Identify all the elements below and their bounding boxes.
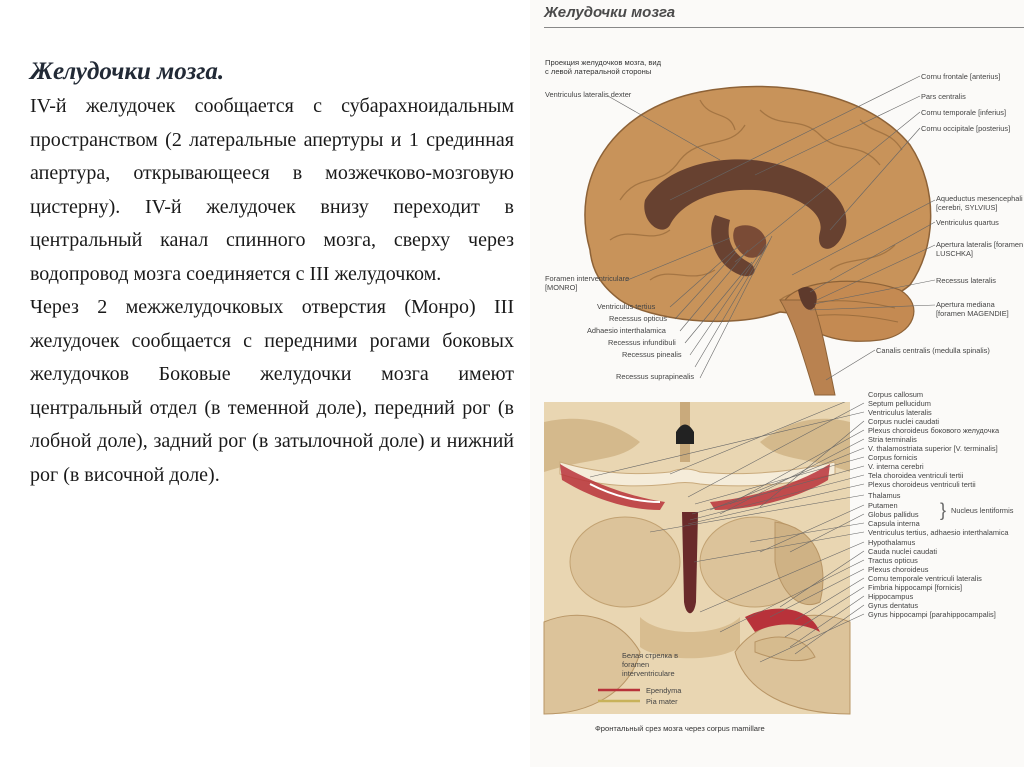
label-fimbria-hippocampi: Fimbria hippocampi [fornicis] xyxy=(868,583,963,592)
label-hypothalamus: Hypothalamus xyxy=(868,538,916,547)
label-recessus-suprapinealis: Recessus suprapinealis xyxy=(616,372,695,381)
label-septum-pellucidum: Septum pellucidum xyxy=(868,399,931,408)
label-cornu-temporale-section: Cornu temporale ventriculi lateralis xyxy=(868,574,982,583)
label-aqueductus: Aqueductus mesencephali xyxy=(936,194,1023,203)
label-cornu-temporale: Cornu temporale [inferius] xyxy=(921,108,1007,117)
label-luschka: LUSCHKA] xyxy=(936,249,973,258)
legend-pia-mater: Pia mater xyxy=(646,697,678,706)
slide-heading: Желудочки мозга. xyxy=(30,58,225,85)
label-v-interna-cerebri: V. interna cerebri xyxy=(868,462,924,471)
label-ventriculus-lateralis: Ventriculus lateralis xyxy=(868,408,932,417)
label-apertura-lateralis: Apertura lateralis [foramen xyxy=(936,240,1024,249)
arrow-note-line-3: interventriculare xyxy=(622,669,675,678)
label-foramen-interventriculare: Foramen interventriculare xyxy=(545,274,630,283)
label-cauda-nuclei-caudati: Cauda nuclei caudati xyxy=(868,547,938,556)
label-recessus-opticus: Recessus opticus xyxy=(609,314,667,323)
legend-ependyma: Ependyma xyxy=(646,686,682,695)
label-ventriculus-tertius: Ventriculus tertius xyxy=(597,302,656,311)
label-adhaesio-interthalamica: Adhaesio interthalamica xyxy=(587,326,666,335)
label-hippocampus: Hippocampus xyxy=(868,592,914,601)
label-gyrus-dentatus: Gyrus dentatus xyxy=(868,601,919,610)
top-caption-line-1: Проекция желудочков мозга, вид xyxy=(545,58,662,67)
label-ventriculus-lateralis-dexter: Ventriculus lateralis dexter xyxy=(545,90,632,99)
label-v-thalamostriata: V. thalamostriata superior [V. terminalis] xyxy=(868,444,998,453)
bottom-caption: Фронтальный срез мозга через corpus mamillare xyxy=(595,724,765,733)
arrow-note-line-2: foramen xyxy=(622,660,650,669)
label-corpus-fornicis: Corpus fornicis xyxy=(868,453,918,462)
top-caption-line-2: с левой латеральной стороны xyxy=(545,67,652,76)
section-third-ventricle xyxy=(682,512,698,613)
label-nucleus-lentiformis: Nucleus lentiformis xyxy=(951,506,1014,515)
label-corpus-nuclei-caudati: Corpus nuclei caudati xyxy=(868,417,940,426)
label-plexus-choroideus-tertii: Plexus choroideus ventriculi tertii xyxy=(868,480,976,489)
label-plexus-choroideus-lateral: Plexus choroideus бокового желудочка xyxy=(868,426,1000,435)
label-recessus-infundibuli: Recessus infundibuli xyxy=(608,338,676,347)
label-cornu-frontale: Cornu frontale [anterius] xyxy=(921,72,1001,81)
label-thalamus: Thalamus xyxy=(868,491,901,500)
label-pars-centralis: Pars centralis xyxy=(921,92,966,101)
label-canalis-centralis: Canalis centralis (medulla spinalis) xyxy=(876,346,990,355)
label-sylvius: [cerebri, SYLVIUS] xyxy=(936,203,998,212)
label-tractus-opticus: Tractus opticus xyxy=(868,556,918,565)
label-recessus-lateralis: Recessus lateralis xyxy=(936,276,996,285)
label-tela-choroidea: Tela choroidea ventriculi tertii xyxy=(868,471,964,480)
label-recessus-pinealis: Recessus pinealis xyxy=(622,350,682,359)
label-monro: [MONRO] xyxy=(545,283,578,292)
text-column xyxy=(30,58,514,492)
label-gyrus-hippocampi: Gyrus hippocampi [parahippocampalis] xyxy=(868,610,996,619)
arrow-note-line-1: Белая стрелка в xyxy=(622,651,679,660)
label-magendie: [foramen MAGENDIE] xyxy=(936,309,1009,318)
label-cornu-occipitale: Cornu occipitale [posterius] xyxy=(921,124,1011,133)
label-ventriculus-quartus: Ventriculus quartus xyxy=(936,218,999,227)
label-putamen: Putamen xyxy=(868,501,898,510)
atlas-title: Желудочки мозга xyxy=(544,4,676,21)
label-corpus-callosum: Corpus callosum xyxy=(868,390,924,399)
label-ventriculus-tertius-section: Ventriculus tertius, adhaesio interthalamica xyxy=(868,528,1009,537)
atlas-page xyxy=(530,0,1024,767)
label-stria-terminalis: Stria terminalis xyxy=(868,435,917,444)
label-apertura-mediana: Apertura mediana xyxy=(936,300,995,309)
label-plexus-choroideus: Plexus choroideus xyxy=(868,565,929,574)
label-globus-pallidus: Globus pallidus xyxy=(868,510,919,519)
paragraph-1: IV-й желудочек сообщается с субарахноидальным пространством (2 латеральные апертуры и 1 срединная апертура, открывающееся в мозжечково-мозговую цистерну). IV-й желудочек внизу переходит в центральный канал спинного мозга, сверху через водопровод мозга соединяется с III желудочком. xyxy=(30,95,514,285)
paragraph-2: Через 2 межжелудочковых отверстия (Монро) III желудочек сообщается с передними рогами боковых желудочков Боковые желудочки мозга имеют центральный отдел (в теменной доле), передний рог (в лобной доле), задний рог (в затылочной доле) и нижний рог (в височной доле). xyxy=(30,296,514,486)
brace-icon: } xyxy=(940,500,947,520)
label-capsula-interna: Capsula interna xyxy=(868,519,920,528)
